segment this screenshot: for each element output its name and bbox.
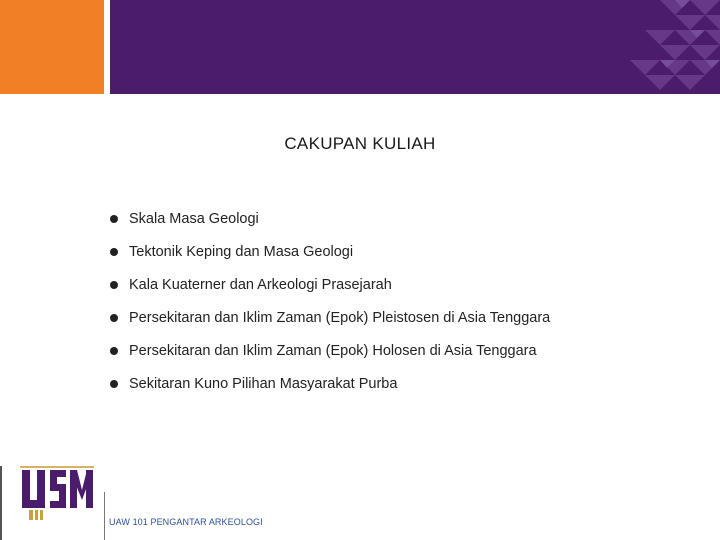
list-item-text: Tektonik Keping dan Masa Geologi: [129, 243, 354, 260]
list-item: [110, 334, 550, 367]
bullet-icon: [110, 281, 118, 289]
footer-divider: [104, 492, 105, 540]
bullet-icon: [110, 215, 118, 223]
list-item-text: Persekitaran dan Iklim Zaman (Epok) Pleistosen di Asia Tenggara: [129, 309, 551, 326]
orange-header-block: [0, 0, 104, 94]
list-item-text: Persekitaran dan Iklim Zaman (Epok) Holosen di Asia Tenggara: [129, 342, 537, 359]
slide-title: CAKUPAN KULIAH: [284, 134, 436, 153]
left-edge-rule: [0, 466, 2, 540]
list-item-text: Skala Masa Geologi: [129, 210, 259, 227]
list-item: [110, 235, 550, 268]
triangle-pattern-decoration: [600, 0, 720, 94]
list-item-text: Kala Kuaterner dan Arkeologi Prasejarah: [129, 276, 392, 293]
topic-list: [110, 202, 550, 400]
list-item: [110, 367, 550, 400]
purple-header-banner: [110, 0, 720, 94]
bullet-icon: [110, 314, 118, 322]
bullet-icon: [110, 248, 118, 256]
list-item: [110, 301, 550, 334]
usm-logo-icon: [20, 466, 94, 520]
list-item: [110, 202, 550, 235]
bullet-icon: [110, 380, 118, 388]
bullet-icon: [110, 347, 118, 355]
course-footer: UAW 101 PENGANTAR ARKEOLOGI: [109, 517, 263, 527]
list-item: [110, 268, 550, 301]
list-item-text: Sekitaran Kuno Pilihan Masyarakat Purba: [129, 375, 398, 392]
